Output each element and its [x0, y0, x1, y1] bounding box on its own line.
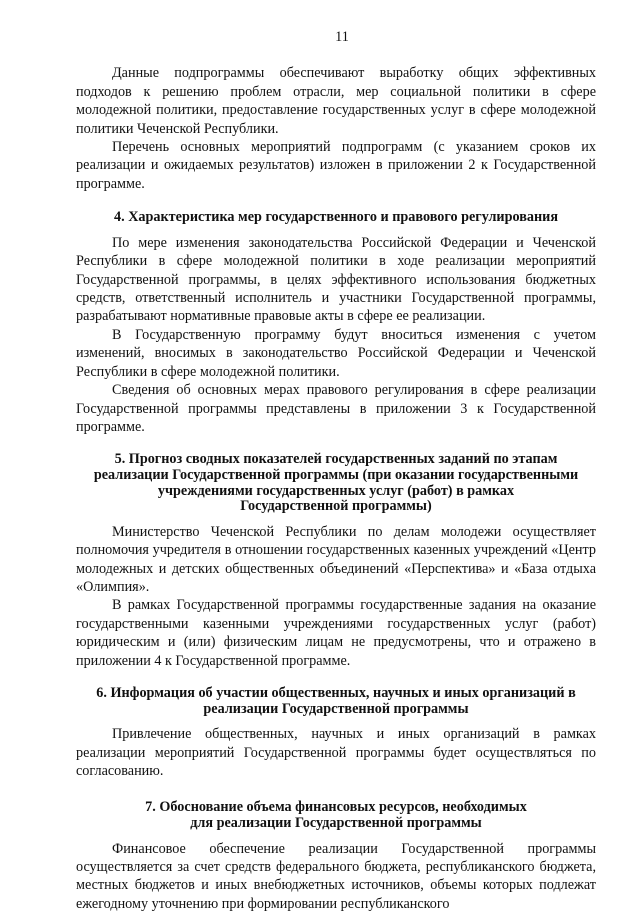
page-number: 11	[335, 29, 349, 45]
paragraph: Перечень основных мероприятий подпрограмм (с указанием сроков их реализации и ожидаемых результатов) изложен в приложении 2 к Государственной программе.	[76, 139, 596, 192]
heading-line: 5. Прогноз сводных показателей государственных заданий по этапам	[114, 451, 558, 468]
heading-line: реализации Государственной программы	[203, 700, 469, 717]
paragraph: Сведения об основных мерах правового регулирования в сфере реализации Государственной программы представлены в приложении 3 к Государственной программе.	[76, 382, 596, 435]
section-heading-5	[76, 452, 596, 514]
heading-line: 4. Характеристика мер государственного и правового регулирования	[114, 209, 558, 226]
heading-line: для реализации Государственной программы	[190, 814, 482, 831]
heading-line: 7. Обоснование объема финансовых ресурсов, необходимых	[145, 799, 527, 816]
heading-line: реализации Государственной программы (при оказании государственными	[93, 466, 579, 483]
paragraph: Финансовое обеспечение реализации Государственной программы осуществляется за счет средств федерального бюджета, республиканского бюджета, местных бюджетов и иных внебюджетных источников, объемы которых подлежат ежегодному уточнению при формировании республиканского	[76, 840, 596, 912]
paragraph: Данные подпрограммы обеспечивают выработку общих эффективных подходов к решению проблем отрасли, мер социальной политики в сфере молодежной политики, предоставление государственных услуг в сфере молодежной политики Чеченской Республики.	[76, 65, 596, 137]
heading-line: 6. Информация об участии общественных, научных и иных организаций в	[96, 684, 576, 701]
paragraph: Министерство Чеченской Республики по делам молодежи осуществляет полномочия учредителя в отношении государственных казенных учреждений «Центр молодежных и детских общественных объединений «Перспектива» и «База отдыха «Олимпия».	[76, 523, 596, 595]
paragraph: В Государственную программу будут вноситься изменения с учетом изменений, вносимых в законодательство Российской Федерации и Чеченской Республики в сфере молодежной политики.	[76, 326, 596, 380]
section-heading-7	[76, 800, 596, 831]
heading-line: учреждениями государственных услуг (работ) в рамках	[157, 482, 515, 499]
heading-line: Государственной программы)	[240, 498, 432, 515]
paragraph: Привлечение общественных, научных и иных организаций в рамках реализации мероприятий Государственной программы будет осуществляться по согласованию.	[76, 726, 596, 779]
paragraph: По мере изменения законодательства Российской Федерации и Чеченской Республики в сфере молодежной политики в ходе реализации мероприятий Государственной программы, в целях эффективного использования бюджетных средств, ответственный исполнитель и участники Государственной программы, разрабатывают нормативные правовые акты в сфере ее реализации.	[76, 234, 596, 325]
section-heading-4	[76, 210, 596, 226]
paragraph: В рамках Государственной программы государственные задания на оказание государственными казенными учреждениями государственных услуг (работ) юридическим и (или) физическим лицам не предусмотрены, что и отражено в приложении 4 к Государственной программе.	[76, 597, 596, 669]
section-heading-6	[76, 686, 596, 717]
